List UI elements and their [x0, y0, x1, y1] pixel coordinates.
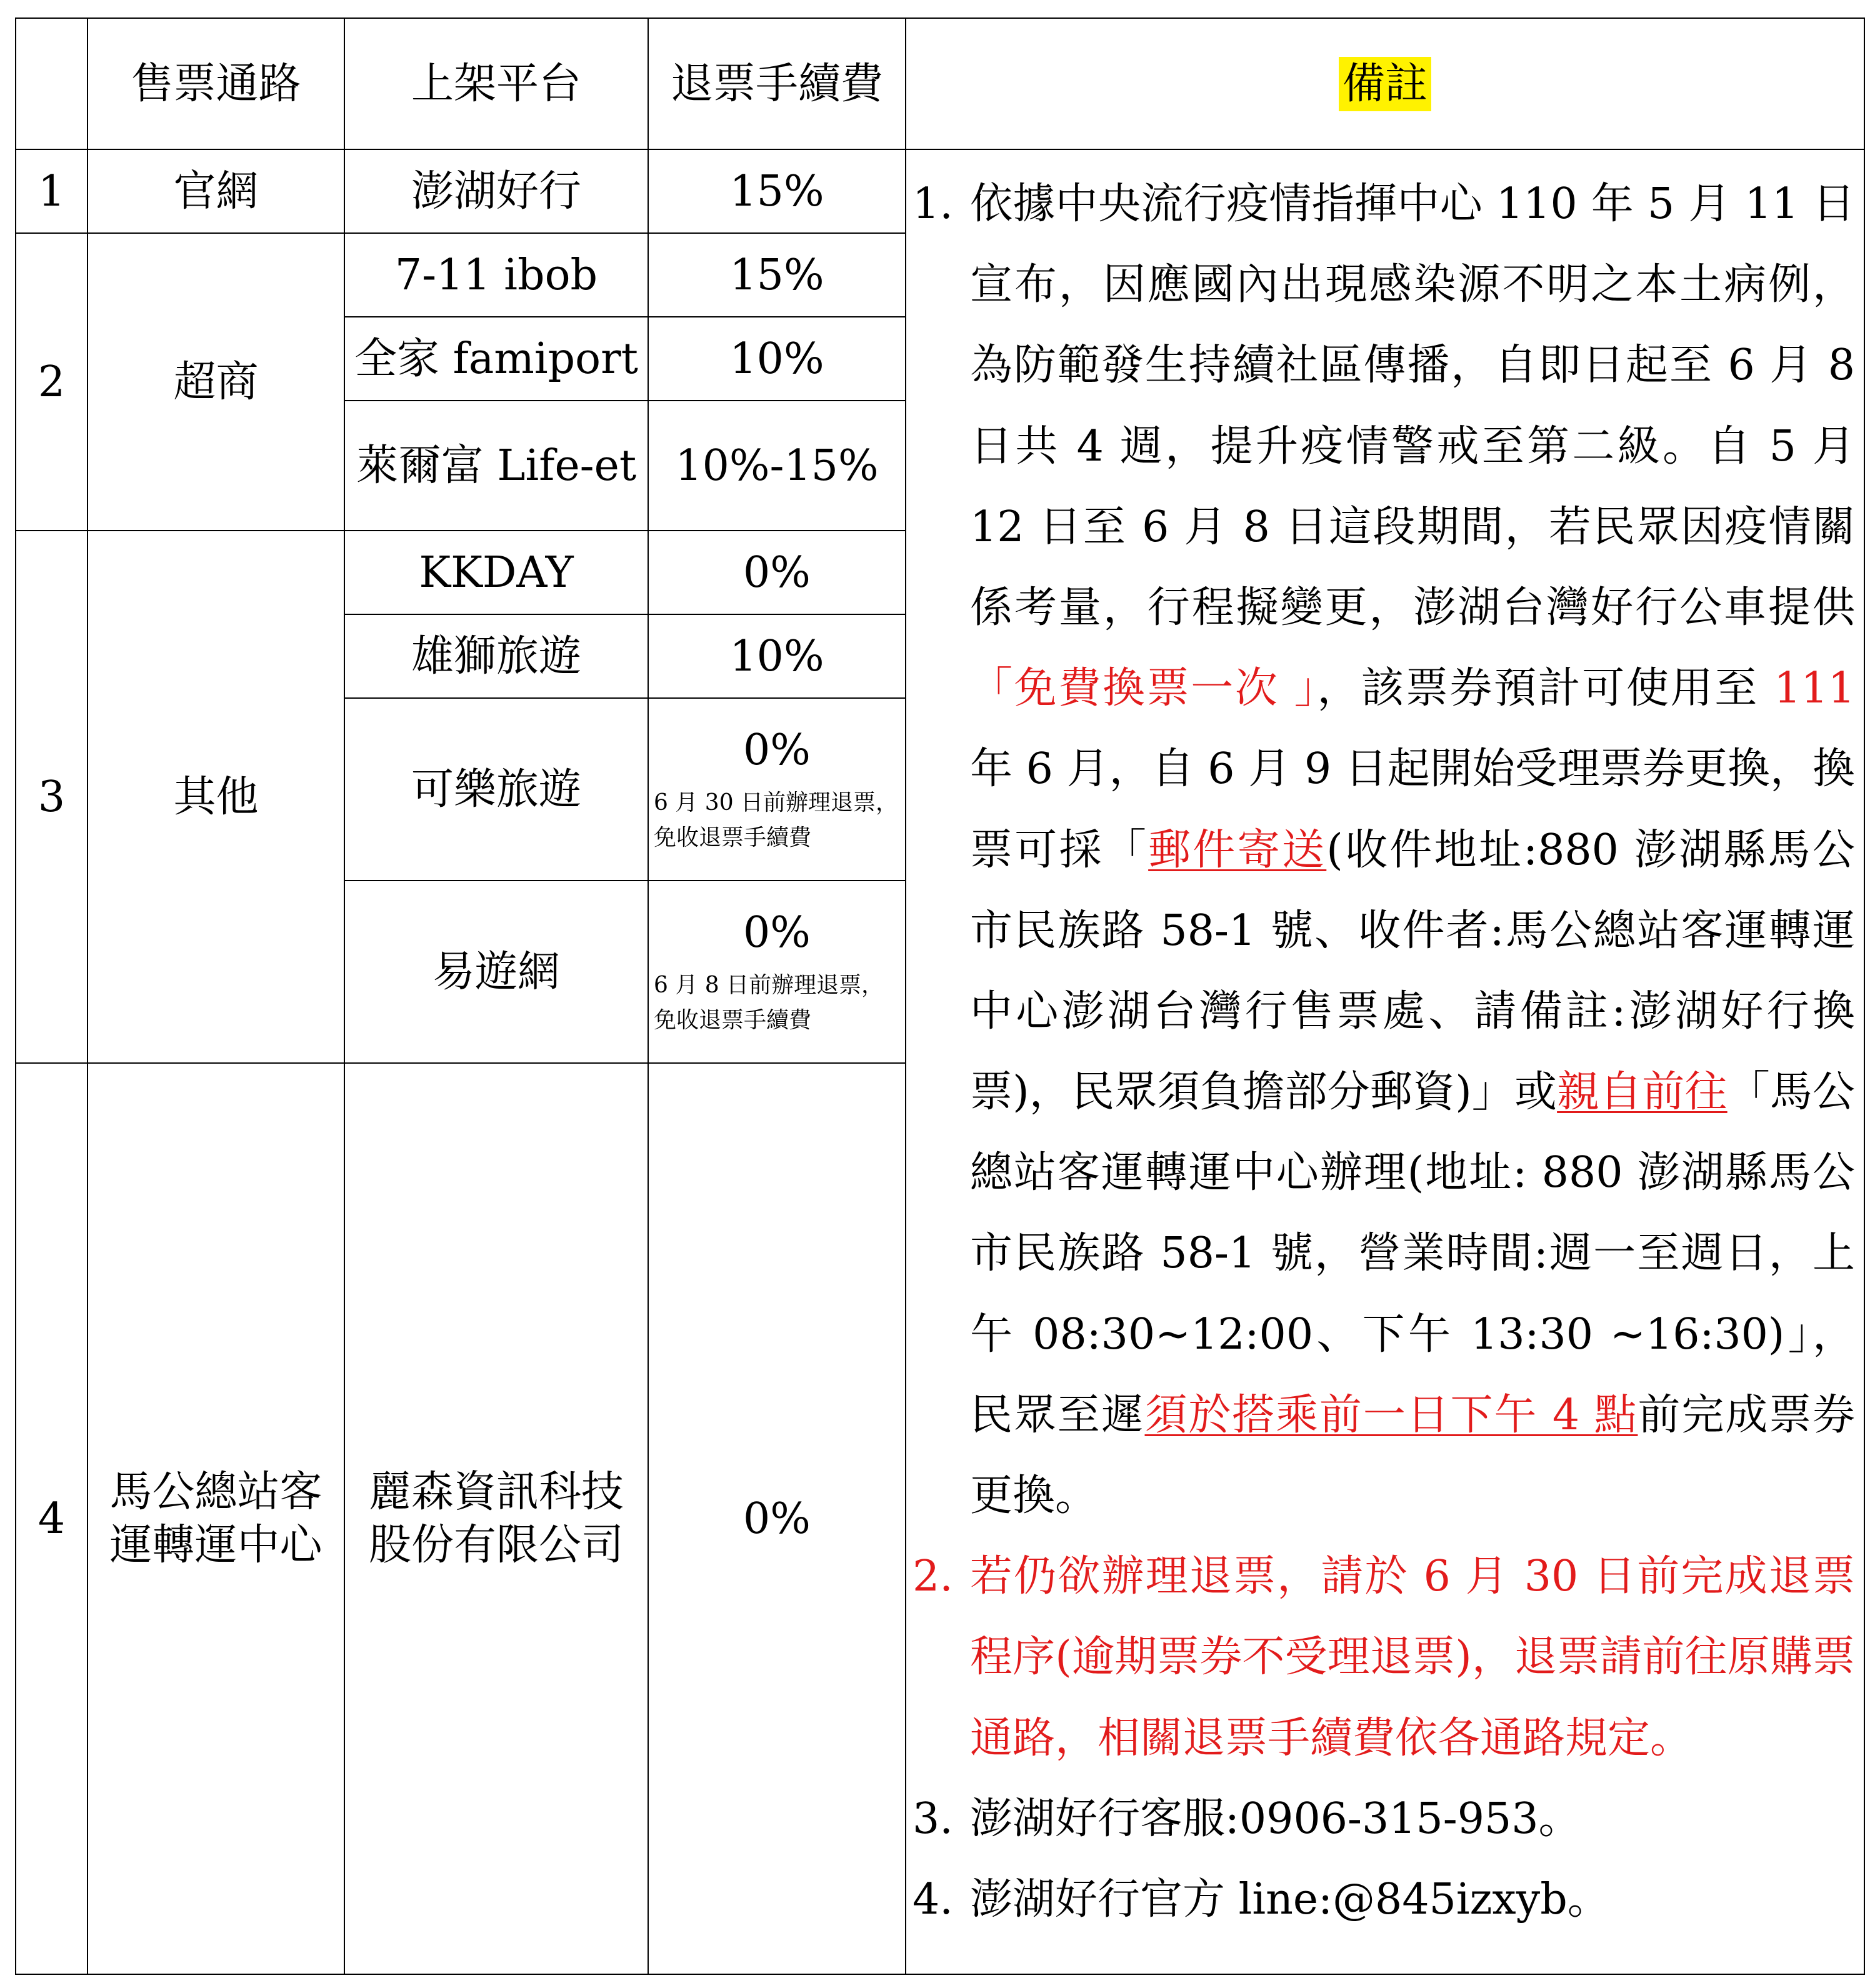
remark-number: 1.: [912, 179, 953, 229]
platform-cell: 可樂旅遊: [344, 698, 648, 881]
row-index: 4: [16, 1063, 88, 1974]
header-fee: 退票手續費: [648, 18, 906, 149]
fee-cell: 0%: [648, 531, 906, 614]
row-index: 2: [16, 233, 88, 531]
fee-cell: 10%: [648, 317, 906, 401]
remark-number: 2.: [912, 1552, 953, 1602]
fee-cell: 15%: [648, 149, 906, 233]
channel-cell: 超商: [88, 233, 344, 531]
header-row: [16, 18, 1864, 149]
channel-line: 運轉運中心: [109, 1521, 322, 1570]
remark-item: [912, 164, 1855, 1536]
remark-text-part: 前完成票券更換。: [970, 1390, 1855, 1521]
fee-value: 0%: [743, 725, 811, 775]
row-index: 3: [16, 531, 88, 1063]
header-remarks: [906, 18, 1864, 149]
remark-item: [912, 1536, 1855, 1779]
fee-cell: 10%: [648, 614, 906, 698]
fee-cell: [648, 698, 906, 881]
fee-cell: 0%: [648, 1063, 906, 1974]
remark-text-part: 年 6 月，自 6 月 9 日起開始受理票券更換，換票可採「: [970, 744, 1855, 875]
row-index: 1: [16, 149, 88, 233]
channel-cell: [88, 1063, 344, 1974]
free-exchange-emphasis: 「免費換票一次 」: [970, 664, 1318, 714]
refund-fee-table: [15, 17, 1865, 1975]
remark-number: 4.: [912, 1874, 953, 1924]
remarks-list: [912, 164, 1855, 1940]
platform-cell: [344, 1063, 648, 1974]
header-platform: 上架平台: [344, 18, 648, 149]
remarks-cell: [906, 149, 1864, 1974]
platform-line: 股份有限公司: [368, 1521, 624, 1570]
table-row: [16, 149, 1864, 233]
fee-value: 0%: [743, 907, 811, 957]
remark-text: 若仍欲辦理退票，請於 6 月 30 日前完成退票程序(逾期票券不受理退票)，退票請前往原購票通路，相關退票手續費依各通路規定。: [970, 1552, 1855, 1763]
remark-item: [912, 1779, 1855, 1859]
platform-cell: 萊爾富 Life-et: [344, 401, 648, 531]
remark-text-part: ，該票券預計可使用至: [1317, 664, 1774, 714]
platform-line: 麗森資訊科技: [368, 1467, 624, 1517]
platform-cell: 易遊網: [344, 881, 648, 1063]
channel-cell: 官網: [88, 149, 344, 233]
channel-line: 馬公總站客: [109, 1467, 322, 1517]
remark-text-part: (收件地址:880 澎湖縣馬公市民族路 58-1 號、收件者:馬公總站客運轉運中心澎湖台灣行售票處、請備註:澎湖好行換票)，民眾須負擔部分郵資)」或: [970, 825, 1855, 1117]
header-index: [16, 18, 88, 149]
remark-number: 3.: [912, 1794, 953, 1844]
fee-cell: 10%-15%: [648, 401, 906, 531]
platform-cell: 雄獅旅遊: [344, 614, 648, 698]
in-person-emphasis: 親自前往: [1557, 1067, 1728, 1117]
channel-cell: 其他: [88, 531, 344, 1063]
header-channel: 售票通路: [88, 18, 344, 149]
remark-text-part: 「馬公總站客運轉運中心辦理(地址: 880 澎湖縣馬公市民族路 58-1 號，營業時間:週一至週日，上午 08:30~12:00、下午 13:30 ~16:30)」，民眾至遲: [970, 1067, 1855, 1440]
platform-cell: 澎湖好行: [344, 149, 648, 233]
remark-text: [970, 164, 1855, 1536]
remark-text: 澎湖好行官方 line:@845izxyb。: [970, 1874, 1610, 1924]
fee-cell: [648, 881, 906, 1063]
platform-cell: KKDAY: [344, 531, 648, 614]
fee-note: 6 月 30 日前辦理退票，免收退票手續費: [654, 789, 899, 851]
platform-cell: 全家 famiport: [344, 317, 648, 401]
deadline-emphasis: 須於搭乘前一日下午 4 點: [1144, 1390, 1638, 1440]
year-emphasis: 111: [1774, 664, 1855, 714]
remark-item: [912, 1859, 1855, 1940]
remark-text: 澎湖好行客服:0906-315-953。: [970, 1794, 1581, 1844]
mail-delivery-emphasis: 郵件寄送: [1148, 825, 1327, 875]
fee-cell: 15%: [648, 233, 906, 317]
platform-cell: 7-11 ibob: [344, 233, 648, 317]
remarks-heading: 備註: [1339, 57, 1431, 111]
remark-text-part: 依據中央流行疫情指揮中心 110 年 5 月 11 日宣布，因應國內出現感染源不明之本土病例，為防範發生持續社區傳播，自即日起至 6 月 8 日共 4 週，提升疫情警戒至第二級。自 5 月 12 日至 6 月 8 日這段期間，若民眾因疫情關係考量，行程擬變更，澎湖台灣好行公車提供: [970, 179, 1855, 632]
fee-note: 6 月 8 日前辦理退票，免收退票手續費: [654, 972, 884, 1033]
